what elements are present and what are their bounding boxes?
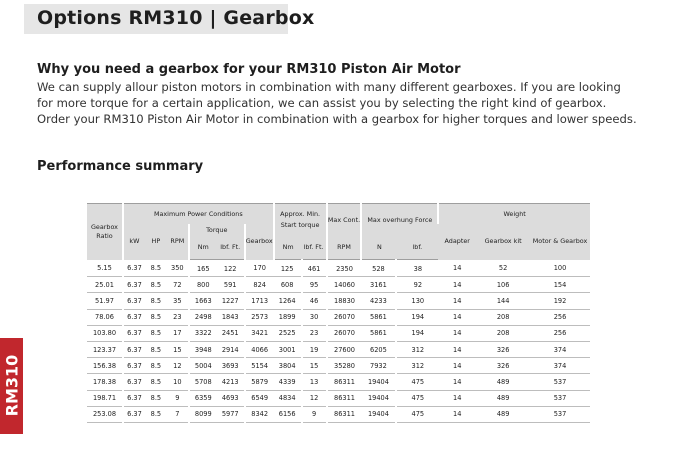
table-cell: 824 <box>245 277 274 293</box>
table-cell: 208 <box>476 309 530 325</box>
table-cell: 170 <box>245 260 274 277</box>
header-start-lbf: lbf. Ft. <box>302 236 327 260</box>
table-cell: 2573 <box>245 309 274 325</box>
table-cell: 18830 <box>327 293 362 309</box>
table-cell: 5004 <box>189 358 217 374</box>
table-cell: 1264 <box>274 293 302 309</box>
table-cell: 178.38 <box>87 374 123 390</box>
table-cell: 27600 <box>327 341 362 357</box>
why-heading: Why you need a gearbox for your RM310 Piston Air Motor <box>37 62 461 77</box>
performance-heading: Performance summary <box>37 159 204 174</box>
page-title: Options RM310 | Gearbox <box>37 7 315 29</box>
table-cell: 1663 <box>189 293 217 309</box>
table-cell: 6.37 <box>123 309 145 325</box>
table-cell: 8.5 <box>145 358 167 374</box>
table-cell: 19404 <box>361 406 396 422</box>
table-cell: 14 <box>438 406 476 422</box>
table-cell: 14 <box>438 277 476 293</box>
table-cell: 14 <box>438 358 476 374</box>
table-row <box>87 325 590 341</box>
table-cell: 528 <box>361 260 396 277</box>
table-cell: 591 <box>217 277 245 293</box>
table-cell: 3161 <box>361 277 396 293</box>
table-cell: 374 <box>530 358 590 374</box>
table-cell: 208 <box>476 325 530 341</box>
table-cell: 5154 <box>245 358 274 374</box>
table-cell: 72 <box>167 277 189 293</box>
table-row <box>87 277 590 293</box>
header-kw: kW <box>123 224 145 260</box>
table-cell: 9 <box>302 406 327 422</box>
table-cell: 52 <box>476 260 530 277</box>
table-cell: 95 <box>302 277 327 293</box>
table-cell: 489 <box>476 374 530 390</box>
table-cell: 8.5 <box>145 325 167 341</box>
table-cell: 4834 <box>274 390 302 406</box>
table-cell: 8099 <box>189 406 217 422</box>
table-cell: 125 <box>274 260 302 277</box>
table-cell: 608 <box>274 277 302 293</box>
table-cell: 6156 <box>274 406 302 422</box>
table-cell: 192 <box>530 293 590 309</box>
header-max-cont: Max Cont. <box>327 204 362 237</box>
table-cell: 51.97 <box>87 293 123 309</box>
table-cell: 4213 <box>217 374 245 390</box>
table-row <box>87 374 590 390</box>
table-cell: 3804 <box>274 358 302 374</box>
table-cell: 5879 <box>245 374 274 390</box>
table-cell: 489 <box>476 390 530 406</box>
table-cell: 3693 <box>217 358 245 374</box>
table-cell: 5708 <box>189 374 217 390</box>
table-cell: 14 <box>438 341 476 357</box>
table-cell: 8.5 <box>145 374 167 390</box>
table-cell: 14 <box>438 390 476 406</box>
header-row-groups <box>87 204 590 225</box>
header-overhung-lbf: lbf. <box>396 236 438 260</box>
header-gearbox-ratio: Gearbox Ratio <box>87 204 123 260</box>
table-cell: 537 <box>530 406 590 422</box>
table-cell: 14 <box>438 325 476 341</box>
table-cell: 8.5 <box>145 309 167 325</box>
table-cell: 100 <box>530 260 590 277</box>
table-cell: 12 <box>167 358 189 374</box>
table-cell: 1843 <box>217 309 245 325</box>
table-cell: 19404 <box>361 374 396 390</box>
table-cell: 92 <box>396 277 438 293</box>
table-cell: 198.71 <box>87 390 123 406</box>
table-cell: 35280 <box>327 358 362 374</box>
header-torque: Torque <box>189 224 245 236</box>
table-cell: 17 <box>167 325 189 341</box>
table-cell: 8.5 <box>145 341 167 357</box>
table-cell: 4066 <box>245 341 274 357</box>
table-cell: 2498 <box>189 309 217 325</box>
table-cell: 5861 <box>361 325 396 341</box>
table-cell: 86311 <box>327 406 362 422</box>
table-cell: 14 <box>438 260 476 277</box>
table-cell: 6.37 <box>123 406 145 422</box>
table-cell: 2350 <box>327 260 362 277</box>
side-tab-label: RM310 <box>2 354 22 417</box>
table-cell: 8.5 <box>145 406 167 422</box>
table-cell: 1899 <box>274 309 302 325</box>
table-row <box>87 406 590 422</box>
table-cell: 8.5 <box>145 277 167 293</box>
table-cell: 256 <box>530 309 590 325</box>
table-cell: 194 <box>396 325 438 341</box>
table-cell: 3322 <box>189 325 217 341</box>
table-cell: 7932 <box>361 358 396 374</box>
table-cell: 4339 <box>274 374 302 390</box>
header-overhung-n: N <box>361 236 396 260</box>
header-torque-lbf: lbf. Ft. <box>217 236 245 260</box>
table-cell: 537 <box>530 390 590 406</box>
table-cell: 123.37 <box>87 341 123 357</box>
table-cell: 8342 <box>245 406 274 422</box>
header-max-overhung: Max overhung Force <box>361 204 438 237</box>
table-cell: 8.5 <box>145 293 167 309</box>
table-cell: 5.15 <box>87 260 123 277</box>
table-row <box>87 358 590 374</box>
header-weight-adapter: Adapter <box>438 224 476 260</box>
table-cell: 326 <box>476 341 530 357</box>
table-cell: 312 <box>396 358 438 374</box>
table-cell: 23 <box>167 309 189 325</box>
table-cell: 6205 <box>361 341 396 357</box>
table-cell: 2914 <box>217 341 245 357</box>
table-cell: 14 <box>438 374 476 390</box>
table-cell: 6.37 <box>123 325 145 341</box>
table-cell: 156.38 <box>87 358 123 374</box>
table-cell: 15 <box>302 358 327 374</box>
table-cell: 374 <box>530 341 590 357</box>
table-cell: 14 <box>438 293 476 309</box>
table-cell: 6.37 <box>123 293 145 309</box>
header-weight: Weight <box>438 204 590 225</box>
table-cell: 154 <box>530 277 590 293</box>
table-cell: 86311 <box>327 390 362 406</box>
table-cell: 5977 <box>217 406 245 422</box>
table-cell: 2525 <box>274 325 302 341</box>
table-cell: 4693 <box>217 390 245 406</box>
table-cell: 26070 <box>327 309 362 325</box>
table-cell: 30 <box>302 309 327 325</box>
table-cell: 15 <box>167 341 189 357</box>
table-cell: 46 <box>302 293 327 309</box>
table-cell: 8.5 <box>145 260 167 277</box>
table-cell: 6.37 <box>123 358 145 374</box>
table-cell: 38 <box>396 260 438 277</box>
table-cell: 130 <box>396 293 438 309</box>
table-cell: 2451 <box>217 325 245 341</box>
table-cell: 19 <box>302 341 327 357</box>
table-cell: 312 <box>396 341 438 357</box>
table-cell: 122 <box>217 260 245 277</box>
table-cell: 1227 <box>217 293 245 309</box>
table-cell: 6.37 <box>123 374 145 390</box>
table-cell: 253.08 <box>87 406 123 422</box>
table-cell: 78.06 <box>87 309 123 325</box>
table-cell: 475 <box>396 406 438 422</box>
why-paragraph: We can supply allour piston motors in combination with many different gearboxes. If you are looking for more torque for a certain application, we can assist you by selecting the right kind of gearbox. Order your RM310 Piston Air Motor in combination with a gearbox for higher torques and lower speeds. <box>37 80 637 126</box>
table-cell: 537 <box>530 374 590 390</box>
table-cell: 14 <box>438 309 476 325</box>
table-cell: 35 <box>167 293 189 309</box>
table-cell: 3948 <box>189 341 217 357</box>
header-hp: HP <box>145 224 167 260</box>
table-cell: 6.37 <box>123 341 145 357</box>
table-cell: 489 <box>476 406 530 422</box>
header-max-power: Maximum Power Conditions <box>123 204 274 225</box>
header-start-torque: Approx. Min. Start torque <box>274 204 327 237</box>
table-cell: 6.37 <box>123 260 145 277</box>
table-cell: 326 <box>476 358 530 374</box>
table-cell: 461 <box>302 260 327 277</box>
table-cell: 475 <box>396 390 438 406</box>
table-cell: 19404 <box>361 390 396 406</box>
performance-table-body <box>87 260 590 423</box>
table-cell: 25.01 <box>87 277 123 293</box>
table-row <box>87 293 590 309</box>
header-rpm: RPM <box>167 224 189 260</box>
table-cell: 3001 <box>274 341 302 357</box>
table-cell: 8.5 <box>145 390 167 406</box>
table-cell: 256 <box>530 325 590 341</box>
table-cell: 194 <box>396 309 438 325</box>
table-cell: 350 <box>167 260 189 277</box>
table-cell: 14060 <box>327 277 362 293</box>
header-start-nm: Nm <box>274 236 302 260</box>
table-cell: 6.37 <box>123 277 145 293</box>
table-row <box>87 390 590 406</box>
table-cell: 6359 <box>189 390 217 406</box>
table-cell: 26070 <box>327 325 362 341</box>
table-row <box>87 260 590 277</box>
table-cell: 23 <box>302 325 327 341</box>
header-weight-gearbox-kit: Gearbox kit <box>476 224 530 260</box>
table-cell: 13 <box>302 374 327 390</box>
table-row <box>87 341 590 357</box>
header-weight-gearbox: Gearbox <box>245 224 274 260</box>
table-cell: 3421 <box>245 325 274 341</box>
table-cell: 10 <box>167 374 189 390</box>
table-cell: 9 <box>167 390 189 406</box>
table-cell: 6549 <box>245 390 274 406</box>
table-cell: 165 <box>189 260 217 277</box>
table-cell: 106 <box>476 277 530 293</box>
table-cell: 144 <box>476 293 530 309</box>
header-torque-nm: Nm <box>189 236 217 260</box>
table-cell: 5861 <box>361 309 396 325</box>
table-cell: 4233 <box>361 293 396 309</box>
table-cell: 103.80 <box>87 325 123 341</box>
table-cell: 6.37 <box>123 390 145 406</box>
table-cell: 7 <box>167 406 189 422</box>
table-cell: 12 <box>302 390 327 406</box>
header-weight-motor-gearbox: Motor & Gearbox <box>530 224 590 260</box>
table-row <box>87 309 590 325</box>
header-cont-rpm: RPM <box>327 236 362 260</box>
table-cell: 1713 <box>245 293 274 309</box>
table-cell: 475 <box>396 374 438 390</box>
performance-table <box>87 203 590 423</box>
table-cell: 800 <box>189 277 217 293</box>
table-cell: 86311 <box>327 374 362 390</box>
